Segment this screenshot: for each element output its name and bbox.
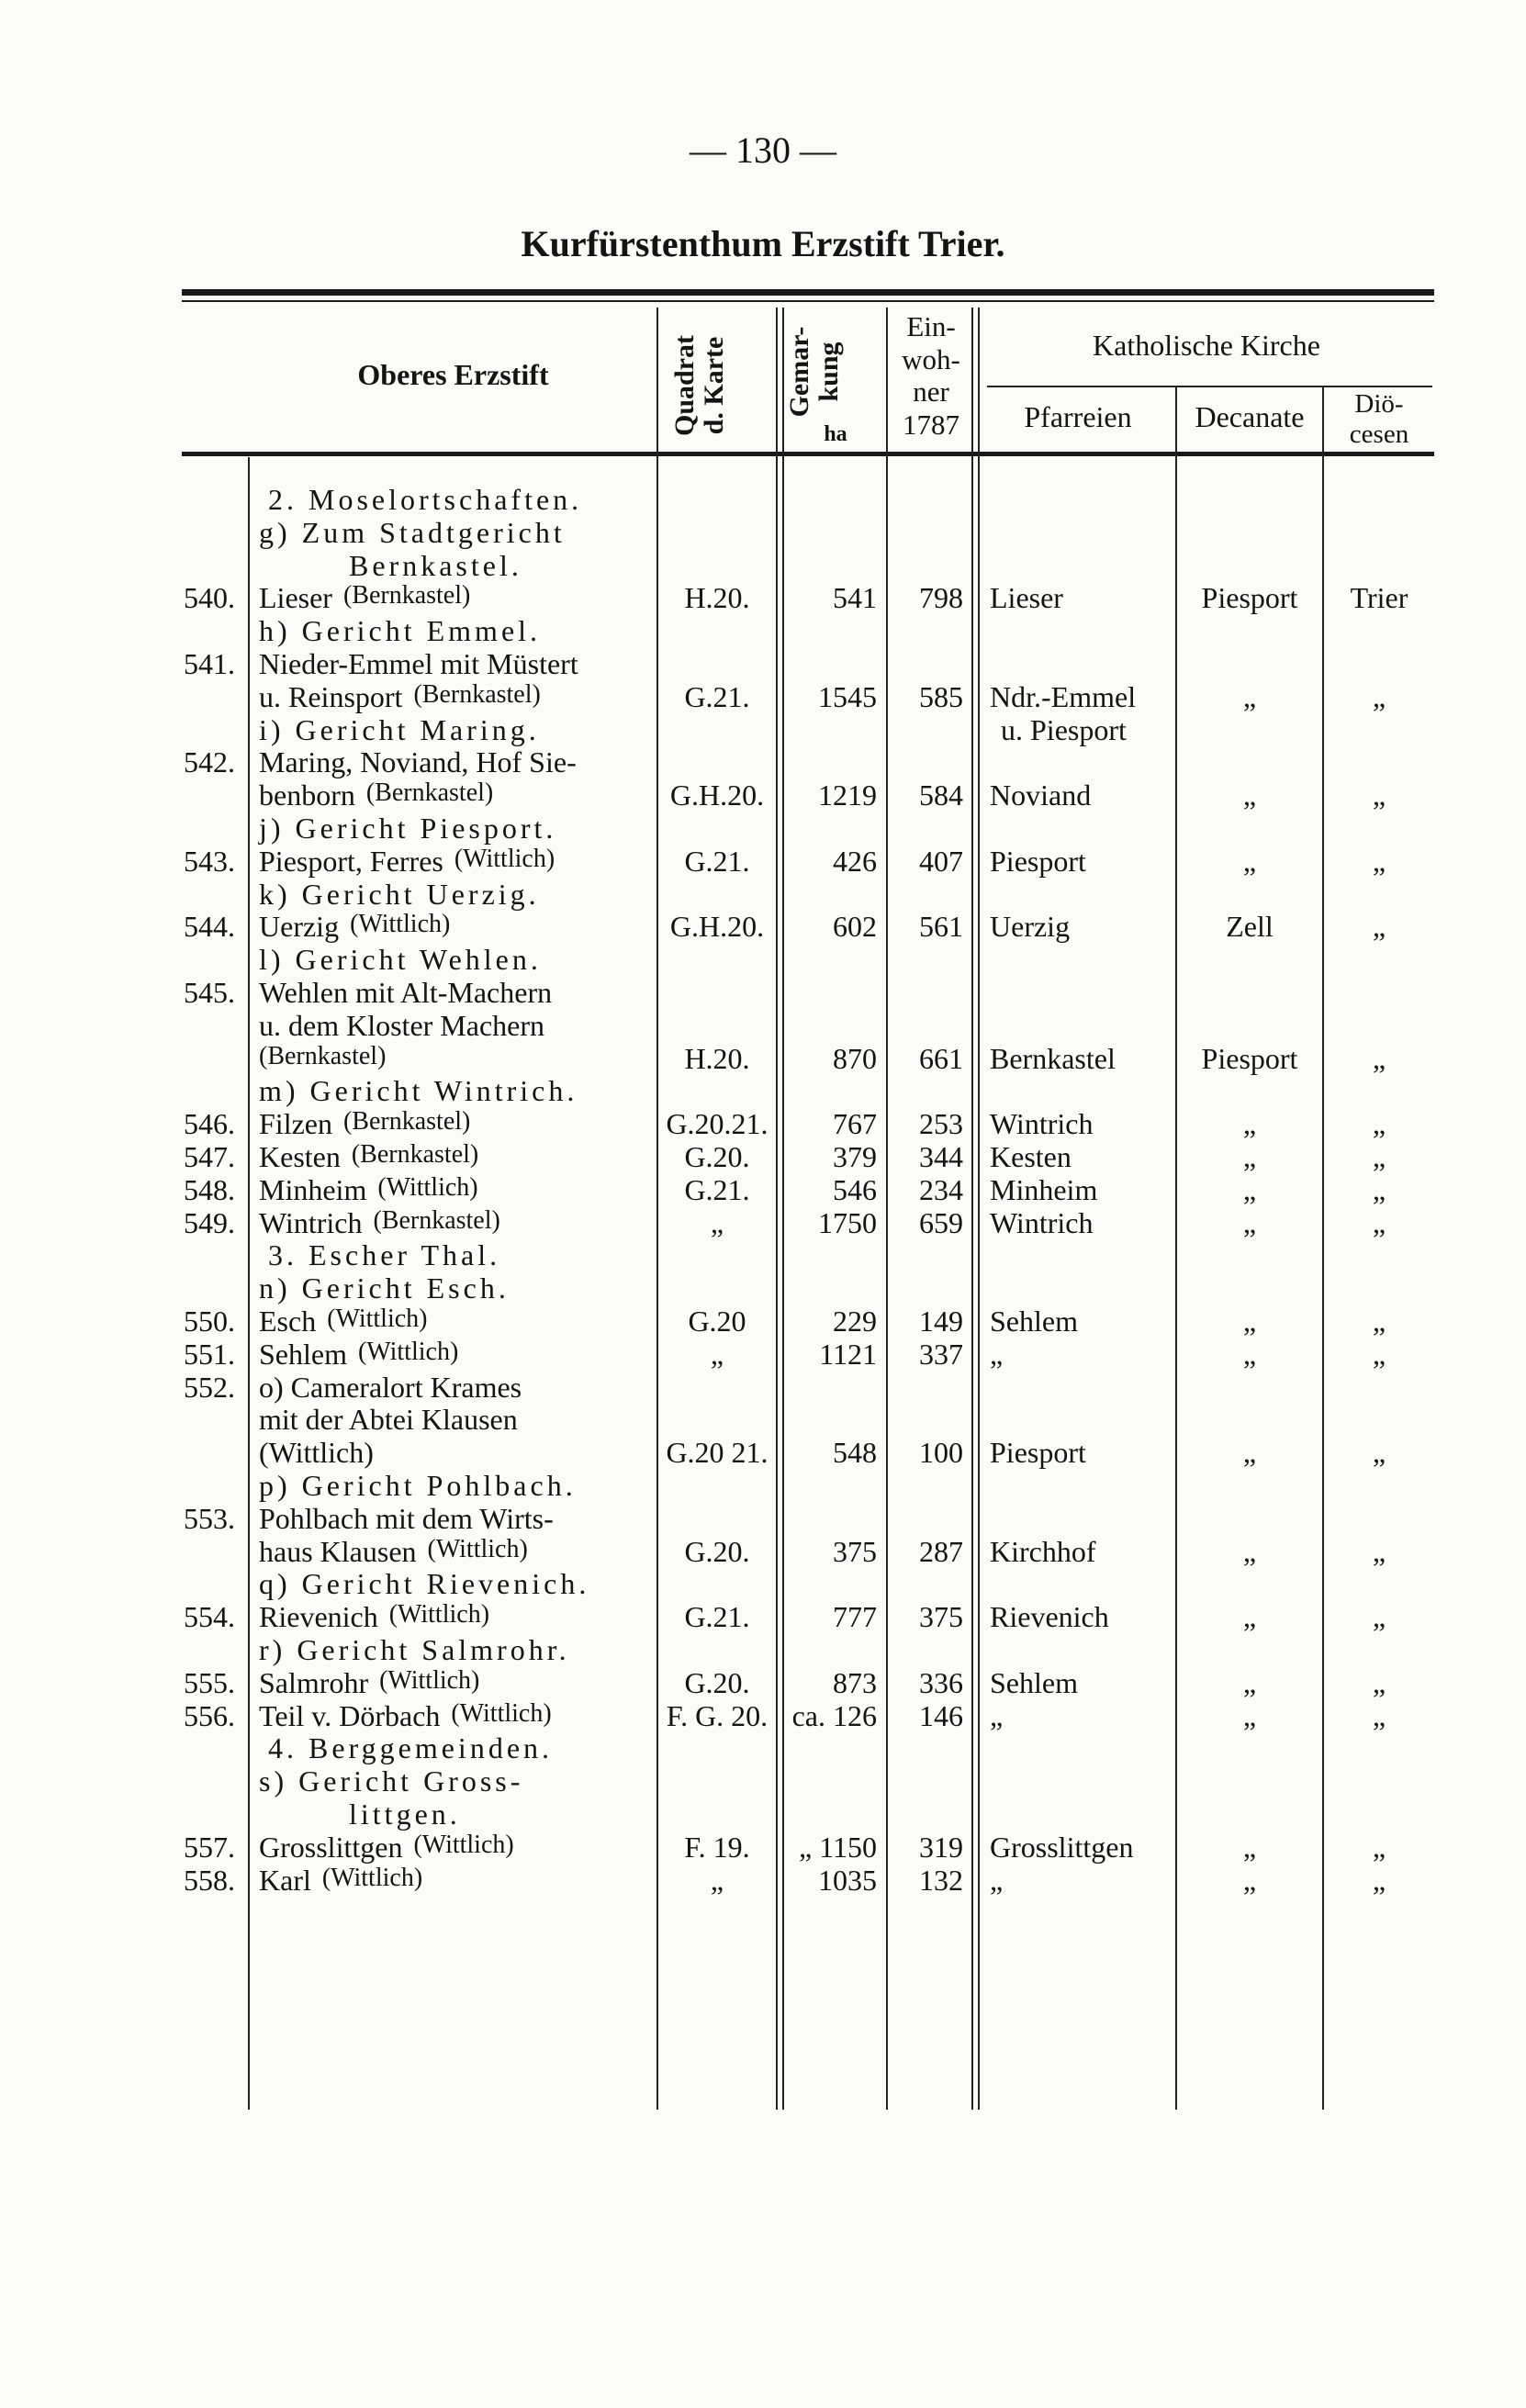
- einwohner-value: 584: [919, 778, 963, 812]
- place-name: Kesten: [259, 1140, 341, 1173]
- einwohner-value: 661: [919, 1041, 963, 1075]
- pfarrei-value: Noviand: [990, 778, 1092, 812]
- header-region: Oberes Erzstift: [357, 358, 549, 391]
- einwohner-value: 319: [919, 1830, 963, 1864]
- quadrat-value: G.21.: [684, 844, 750, 878]
- dioecese-value: „: [1372, 1830, 1386, 1864]
- district: (Wittlich): [321, 1863, 423, 1892]
- place-name: Lieser: [259, 581, 332, 615]
- district: (Wittlich): [454, 844, 555, 873]
- row-number: 553.: [184, 1501, 235, 1535]
- decanat-value: „: [1242, 679, 1257, 713]
- row-number: 555.: [184, 1665, 235, 1699]
- place-name: (Wittlich): [259, 1436, 374, 1470]
- district: (Wittlich): [357, 1337, 459, 1366]
- header-dioecesen-line-1: Diö-: [1354, 389, 1404, 419]
- place-name: Sehlem: [259, 1337, 347, 1371]
- top-rule-thin: [182, 300, 1434, 302]
- section-heading: Bernkastel.: [349, 548, 522, 582]
- pfarrei-value: Lieser: [990, 581, 1063, 615]
- place-name: Filzen: [259, 1107, 332, 1141]
- gemarkung-value: 541: [833, 581, 877, 615]
- einwohner-value: 585: [919, 679, 963, 713]
- row-number: 543.: [184, 844, 235, 878]
- dioecese-value: Trier: [1350, 581, 1408, 615]
- section-heading: g) Zum Stadtgericht: [259, 515, 566, 549]
- pfarrei-value: Piesport: [990, 1436, 1086, 1470]
- header-einwohner-line-3: ner: [913, 375, 949, 409]
- einwohner-value: 375: [919, 1600, 963, 1634]
- district: (Bernkastel): [342, 1107, 471, 1137]
- quadrat-value: G.20.21.: [666, 1107, 769, 1141]
- gemarkung-value: 870: [833, 1041, 877, 1075]
- row-number: 546.: [184, 1107, 235, 1141]
- quadrat-value: G.21.: [684, 679, 750, 713]
- row-number: 540.: [184, 581, 235, 615]
- decanat-value: „: [1242, 1436, 1257, 1470]
- einwohner-value: 146: [919, 1698, 963, 1732]
- parish-cont: u. Piesport: [1001, 712, 1127, 746]
- quadrat-value: G.20.: [684, 1140, 750, 1173]
- header-dioecesen-line-2: cesen: [1349, 420, 1409, 450]
- row-number: 554.: [184, 1600, 235, 1634]
- einwohner-value: 149: [919, 1305, 963, 1338]
- einwohner-value: 100: [919, 1436, 963, 1470]
- dioecese-value: „: [1372, 1305, 1386, 1338]
- quadrat-value: G.20 21.: [666, 1436, 769, 1470]
- header-gemarkung: [785, 303, 868, 441]
- district: (Wittlich): [427, 1534, 528, 1563]
- gemarkung-value: 375: [833, 1534, 877, 1568]
- dioecese-value: „: [1372, 679, 1386, 713]
- top-rule: [182, 289, 1434, 296]
- place-name: Uerzig: [259, 910, 340, 944]
- quadrat-value: „: [710, 1205, 724, 1239]
- district: (Wittlich): [350, 910, 451, 939]
- gemarkung-value: 602: [833, 910, 877, 944]
- header-quadrat-line-1: Quadrat: [669, 335, 700, 437]
- row-number: 541.: [184, 647, 235, 680]
- gemarkung-value: 873: [833, 1665, 877, 1699]
- header-pfarreien: Pfarreien: [1024, 400, 1132, 433]
- place-name: Rievenich: [259, 1600, 378, 1634]
- quadrat-value: G.21.: [684, 1600, 750, 1634]
- dioecese-value: „: [1372, 1698, 1386, 1732]
- decanat-value: „: [1242, 1863, 1257, 1897]
- place-name: mit der Abtei Klausen: [259, 1403, 518, 1437]
- district: (Wittlich): [413, 1830, 514, 1859]
- pfarrei-value: Uerzig: [990, 910, 1071, 944]
- pfarrei-value: „: [990, 1698, 1004, 1732]
- place-name: Piesport, Ferres: [259, 844, 443, 878]
- einwohner-value: 287: [919, 1534, 963, 1568]
- dioecese-value: „: [1372, 778, 1386, 812]
- row-number: 556.: [184, 1698, 235, 1732]
- quadrat-value: G.H.20.: [669, 910, 765, 944]
- einwohner-value: 337: [919, 1337, 963, 1371]
- pfarrei-value: Grosslittgen: [990, 1830, 1134, 1864]
- section-heading: s) Gericht Gross-: [259, 1764, 524, 1798]
- header-einwohner-line-4: 1787: [903, 408, 959, 441]
- district: (Bernkastel): [373, 1205, 500, 1235]
- section-heading: l) Gericht Wehlen.: [259, 943, 542, 977]
- dioecese-value: „: [1372, 1041, 1386, 1075]
- place-name: Salmrohr: [259, 1665, 369, 1699]
- row-number: 550.: [184, 1305, 235, 1338]
- dioecese-value: „: [1372, 1534, 1386, 1568]
- district: (Wittlich): [388, 1600, 490, 1630]
- place-name: haus Klausen: [259, 1534, 417, 1568]
- header-rule: [182, 452, 1434, 456]
- section-heading: q) Gericht Rievenich.: [259, 1567, 590, 1601]
- decanat-value: Piesport: [1201, 581, 1298, 615]
- section-heading: p) Gericht Pohlbach.: [259, 1469, 577, 1502]
- page-title: Kurfürstenthum Erzstift Trier.: [521, 223, 1005, 264]
- section-heading: i) Gericht Maring.: [259, 712, 540, 746]
- gemarkung-value: 1545: [818, 679, 877, 713]
- district: (Bernkastel): [413, 679, 541, 709]
- gemarkung-value: 1121: [819, 1337, 877, 1371]
- place-name: Karl: [259, 1863, 311, 1897]
- section-heading: k) Gericht Uerzig.: [259, 877, 540, 911]
- dioecese-value: „: [1372, 910, 1386, 944]
- decanat-value: „: [1242, 1600, 1257, 1634]
- einwohner-value: 659: [919, 1205, 963, 1239]
- quadrat-value: „: [710, 1863, 724, 1897]
- dioecese-value: „: [1372, 844, 1386, 878]
- place-name: Grosslittgen: [259, 1830, 403, 1864]
- gemarkung-value: 777: [833, 1600, 877, 1634]
- decanat-value: „: [1242, 1305, 1257, 1338]
- district: (Wittlich): [451, 1698, 552, 1728]
- decanat-value: „: [1242, 778, 1257, 812]
- decanat-value: „: [1242, 844, 1257, 878]
- decanat-value: Zell: [1226, 910, 1274, 944]
- section-heading: 4. Berggemeinden.: [268, 1731, 554, 1765]
- header-einwohner: [891, 310, 971, 442]
- section-heading: h) Gericht Emmel.: [259, 614, 542, 648]
- header-einwohner-line-1: Ein-: [906, 310, 956, 342]
- place-name: Esch: [259, 1305, 317, 1338]
- row-number: 549.: [184, 1205, 235, 1239]
- einwohner-value: 132: [919, 1863, 963, 1897]
- header-decanate: Decanate: [1195, 400, 1305, 433]
- section-heading: n) Gericht Esch.: [259, 1271, 510, 1305]
- district: (Bernkastel): [351, 1140, 479, 1169]
- gemarkung-value: 1750: [818, 1205, 877, 1239]
- quadrat-value: H.20.: [684, 1041, 750, 1075]
- dioecese-value: „: [1372, 1107, 1386, 1141]
- section-heading: m) Gericht Wintrich.: [259, 1074, 578, 1108]
- header-dioecesen: [1324, 389, 1434, 451]
- row-number: 551.: [184, 1337, 235, 1371]
- kirche-rule: [987, 386, 1432, 387]
- dioecese-value: „: [1372, 1863, 1386, 1897]
- district: (Wittlich): [327, 1305, 428, 1333]
- dioecese-value: „: [1372, 1337, 1386, 1371]
- row-number: 547.: [184, 1140, 235, 1173]
- gemarkung-value: 767: [833, 1107, 877, 1141]
- decanat-value: „: [1242, 1140, 1257, 1173]
- pfarrei-value: Piesport: [990, 844, 1086, 878]
- gemarkung-value: 1219: [818, 778, 877, 812]
- district: (Bernkastel): [342, 581, 471, 610]
- quadrat-value: G.20.: [684, 1534, 750, 1568]
- row-number: 544.: [184, 910, 235, 944]
- district: (Bernkastel): [365, 778, 494, 808]
- pfarrei-value: Wintrich: [990, 1107, 1094, 1141]
- decanat-value: „: [1242, 1830, 1257, 1864]
- place-name: Wintrich: [259, 1205, 363, 1239]
- einwohner-value: 407: [919, 844, 963, 878]
- place-name: Nieder-Emmel mit Müstert: [259, 647, 578, 680]
- place-name: Minheim: [259, 1172, 367, 1206]
- place-name: benborn: [259, 778, 355, 812]
- quadrat-value: „: [710, 1337, 724, 1371]
- section-heading: 3. Escher Thal.: [268, 1238, 501, 1272]
- decanat-value: „: [1242, 1665, 1257, 1699]
- decanat-value: Piesport: [1201, 1041, 1298, 1075]
- pfarrei-value: Bernkastel: [990, 1041, 1116, 1075]
- section-heading: r) Gericht Salmrohr.: [259, 1633, 570, 1666]
- district: (Wittlich): [379, 1665, 480, 1695]
- place-name: u. dem Kloster Machern: [259, 1008, 545, 1042]
- gemarkung-value: „ 1150: [798, 1830, 877, 1864]
- pfarrei-value: „: [990, 1863, 1004, 1897]
- decanat-value: „: [1242, 1534, 1257, 1568]
- header-quadrat-line-2: d. Karte: [698, 336, 729, 435]
- place-name: Pohlbach mit dem Wirts-: [259, 1501, 554, 1535]
- gemarkung-value: 1035: [818, 1863, 877, 1897]
- quadrat-value: F. G. 20.: [666, 1698, 769, 1732]
- row-number: 557.: [184, 1830, 235, 1864]
- header-gemarkung-unit: ha: [824, 422, 847, 446]
- einwohner-value: 253: [919, 1107, 963, 1141]
- quadrat-value: H.20.: [684, 581, 750, 615]
- einwohner-value: 234: [919, 1172, 963, 1206]
- quadrat-value: G.20.: [684, 1665, 750, 1699]
- einwohner-value: 336: [919, 1665, 963, 1699]
- decanat-value: „: [1242, 1698, 1257, 1732]
- quadrat-value: G.H.20.: [669, 778, 765, 812]
- pfarrei-value: „: [990, 1337, 1004, 1371]
- place-name: Teil v. Dörbach: [259, 1698, 441, 1732]
- place-name: Wehlen mit Alt-Machern: [259, 976, 553, 1009]
- quadrat-value: G.20: [688, 1305, 746, 1338]
- decanat-value: „: [1242, 1107, 1257, 1141]
- section-heading: 2. Moselortschaften.: [268, 483, 583, 516]
- row-number: 558.: [184, 1863, 235, 1897]
- col-line-nr: [248, 457, 250, 2110]
- row-number: 548.: [184, 1172, 235, 1206]
- gemarkung-value: 426: [833, 844, 877, 878]
- pfarrei-value: Kirchhof: [990, 1534, 1096, 1568]
- gemarkung-value: ca. 126: [791, 1698, 877, 1732]
- dioecese-value: „: [1372, 1600, 1386, 1634]
- section-heading: littgen.: [349, 1798, 461, 1831]
- einwohner-value: 798: [919, 581, 963, 615]
- district: (Bernkastel): [259, 1041, 387, 1070]
- header-quadrat: [670, 303, 762, 468]
- row-number: 542.: [184, 745, 235, 779]
- gemarkung-value: 546: [833, 1172, 877, 1206]
- gemarkung-value: 548: [833, 1436, 877, 1470]
- col-line-gemarkung: [776, 308, 778, 2110]
- quadrat-value: G.21.: [684, 1172, 750, 1206]
- dioecese-value: „: [1372, 1665, 1386, 1699]
- header-gemarkung-line-1: Gemar-: [784, 326, 814, 418]
- quadrat-value: F. 19.: [684, 1830, 750, 1864]
- header-einwohner-line-2: woh-: [902, 342, 960, 375]
- section-heading: j) Gericht Piesport.: [259, 812, 557, 845]
- pfarrei-value: Kesten: [990, 1140, 1072, 1173]
- dioecese-value: „: [1372, 1172, 1386, 1206]
- header-gemarkung-line-2: kung: [813, 342, 844, 402]
- dioecese-value: „: [1372, 1205, 1386, 1239]
- row-number: 552.: [184, 1370, 235, 1404]
- pfarrei-value: Minheim: [990, 1172, 1098, 1206]
- gemarkung-value: 379: [833, 1140, 877, 1173]
- dioecese-value: „: [1372, 1140, 1386, 1173]
- page-number: — 130 —: [690, 129, 836, 171]
- dioecese-value: „: [1372, 1436, 1386, 1470]
- pfarrei-value: Sehlem: [990, 1665, 1078, 1699]
- decanat-value: „: [1242, 1205, 1257, 1239]
- col-line-pfarreien: [971, 308, 973, 2110]
- pfarrei-value: Sehlem: [990, 1305, 1078, 1338]
- einwohner-value: 344: [919, 1140, 963, 1173]
- district: (Wittlich): [377, 1172, 478, 1202]
- place-name: o) Cameralort Krames: [259, 1370, 522, 1404]
- pfarrei-value: Ndr.-Emmel: [990, 679, 1137, 713]
- header-kirche: Katholische Kirche: [1093, 329, 1320, 362]
- decanat-value: „: [1242, 1337, 1257, 1371]
- place-name: Maring, Noviand, Hof Sie-: [259, 745, 577, 779]
- place-name: u. Reinsport: [259, 679, 403, 713]
- gemarkung-value: 229: [833, 1305, 877, 1338]
- decanat-value: „: [1242, 1172, 1257, 1206]
- row-number: 545.: [184, 976, 235, 1009]
- pfarrei-value: Rievenich: [990, 1600, 1109, 1634]
- pfarrei-value: Wintrich: [990, 1205, 1094, 1239]
- einwohner-value: 561: [919, 910, 963, 944]
